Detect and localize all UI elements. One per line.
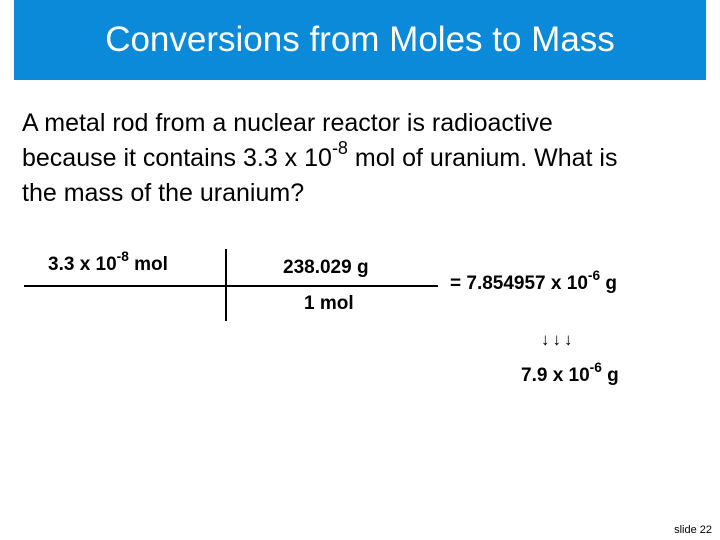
problem-line-1: A metal rod from a nuclear reactor is radioactive	[22, 109, 553, 137]
rounded-unit: g	[601, 365, 619, 386]
problem-line-3: the mass of the uranium?	[22, 179, 305, 207]
result-exponent: -6	[587, 267, 601, 283]
given-base: 3.3 x 10	[48, 254, 117, 275]
problem-line-2-end: mol of uranium. What is	[347, 144, 618, 172]
slide-title: Conversions from Moles to Mass	[105, 20, 615, 59]
given-exponent: -8	[116, 248, 129, 264]
problem-exponent: -8	[331, 137, 348, 158]
rounded-exponent: -6	[589, 359, 602, 375]
title-bar	[14, 0, 706, 80]
result-value	[450, 267, 617, 295]
rounded-base: 7.9 x 10	[521, 365, 590, 386]
given-unit: mol	[128, 254, 168, 275]
result-base: = 7.854957 x 10	[450, 273, 588, 294]
result-unit: g	[600, 273, 617, 294]
problem-line-2	[22, 137, 712, 176]
factor-denominator: 1 mol	[304, 293, 354, 314]
slide-number: slide 22	[674, 524, 712, 536]
factor-divider	[225, 249, 227, 321]
problem-line-2-start: because it contains 3.3 x 10	[22, 144, 332, 172]
rounded-result	[521, 359, 619, 387]
given-quantity	[48, 248, 168, 276]
problem-statement	[22, 106, 712, 211]
rounding-arrows-icon: ↓↓↓	[541, 330, 576, 349]
fraction-bar	[24, 285, 438, 287]
factor-numerator: 238.029 g	[283, 257, 369, 278]
